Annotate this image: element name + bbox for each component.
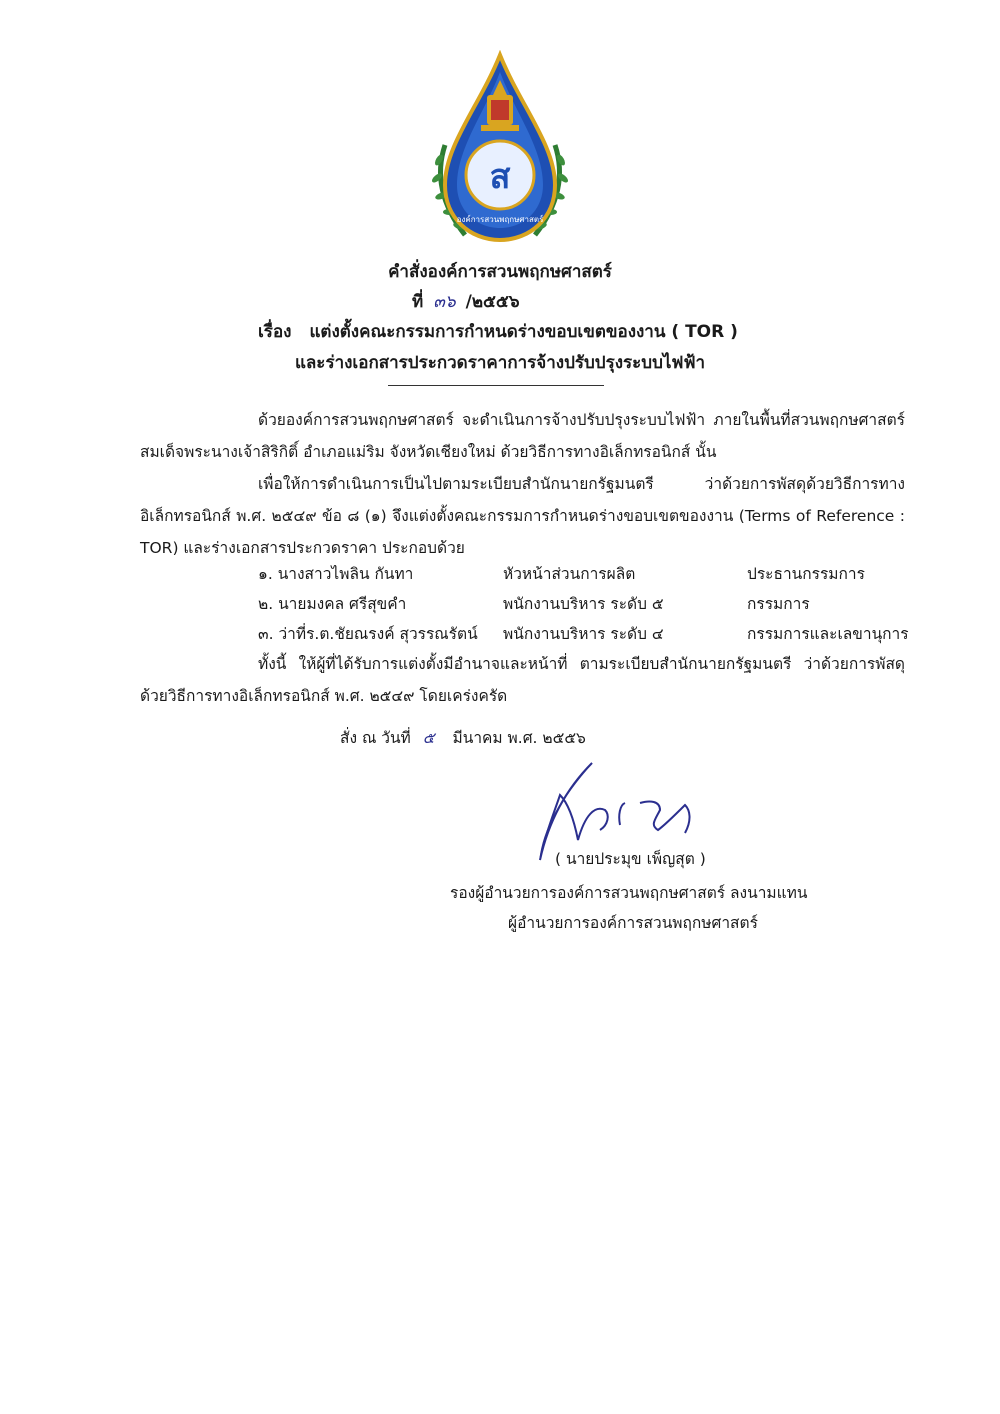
logo-caption: องค์การสวนพฤกษศาสตร์ [456,215,544,224]
date-day-handwritten: ๕ [422,729,435,747]
subject-line-2: และร่างเอกสารประกวดราคาการจ้างปรับปรุงระบบไฟฟ้า [294,353,706,373]
member-position: หัวหน้าส่วนการผลิต [503,565,636,583]
date-month-year: มีนาคม พ.ศ. ๒๕๕๖ [452,729,586,747]
subject-text-1: แต่งตั้งคณะกรรมการกำหนดร่างขอบเขตของงาน ( TOR ) [309,322,738,342]
order-number-suffix: /๒๕๕๖ [465,292,520,312]
date-prefix: สั่ง ณ วันที่ [340,729,411,747]
order-date [340,722,586,754]
logo-monogram: ส [489,157,511,197]
subject-label: เรื่อง [258,322,292,342]
signatory-title-1: รองผู้อำนวยการองค์การสวนพฤกษศาสตร์ ลงนามแทน [450,884,808,902]
signatory-title-2: ผู้อำนวยการองค์การสวนพฤกษศาสตร์ [508,914,758,932]
member-position: พนักงานบริหาร ระดับ ๔ [503,625,664,643]
order-title: คำสั่งองค์การสวนพฤกษศาสตร์ [388,262,612,282]
header-divider [388,385,604,386]
member-name: ๑. นางสาวไพลิน กันทา [258,565,414,583]
paragraph-intro: ด้วยองค์การสวนพฤกษศาสตร์ จะดำเนินการจ้างปรับปรุงระบบไฟฟ้า ภายในพื้นที่สวนพฤกษศาสตร์สมเด็จพระนางเจ้าสิริกิติ์ อำเภอแม่ริม จังหวัดเชียงใหม่ ด้วยวิธีการทางอิเล็กทรอนิกส์ นั้น [140,411,905,461]
member-role: กรรมการ [747,595,810,613]
member-position: พนักงานบริหาร ระดับ ๕ [503,595,664,613]
member-role: ประธานกรรมการ [747,565,865,583]
paragraph-regulation: เพื่อให้การดำเนินการเป็นไปตามระเบียบสำนักนายกรัฐมนตรี ว่าด้วยการพัสดุด้วยวิธีการทางอิเล็กทรอนิกส์ พ.ศ. ๒๕๔๙ ข้อ ๘ (๑) จึงแต่งตั้งคณะกรรมการกำหนดร่างขอบเขตของงาน (Terms of Reference : TOR) และร่างเอกสารประกวดราคา ประกอบด้วย [140,475,905,557]
order-number-handwritten: ๓๖ [433,292,456,312]
subject-line-1 [258,318,738,345]
signatory-name: ( นายประมุข เพ็ญสุต ) [555,850,706,868]
member-name: ๒. นายมงคล ศรีสุขคำ [258,595,407,613]
paragraph-authority: ทั้งนี้ ให้ผู้ที่ได้รับการแต่งตั้งมีอำนาจและหน้าที่ ตามระเบียบสำนักนายกรัฐมนตรี ว่าด้วยการพัสดุ ด้วยวิธีการทางอิเล็กทรอนิกส์ พ.ศ. ๒๕๔๙ โดยเคร่งครัด [140,655,905,705]
organization-logo [425,50,575,250]
member-role: กรรมการและเลขานุการ [747,625,909,643]
member-name: ๓. ว่าที่ร.ต.ชัยณรงค์ สุวรรณรัตน์ [258,625,478,643]
order-number-prefix: ที่ [412,292,424,312]
order-number [412,288,520,315]
